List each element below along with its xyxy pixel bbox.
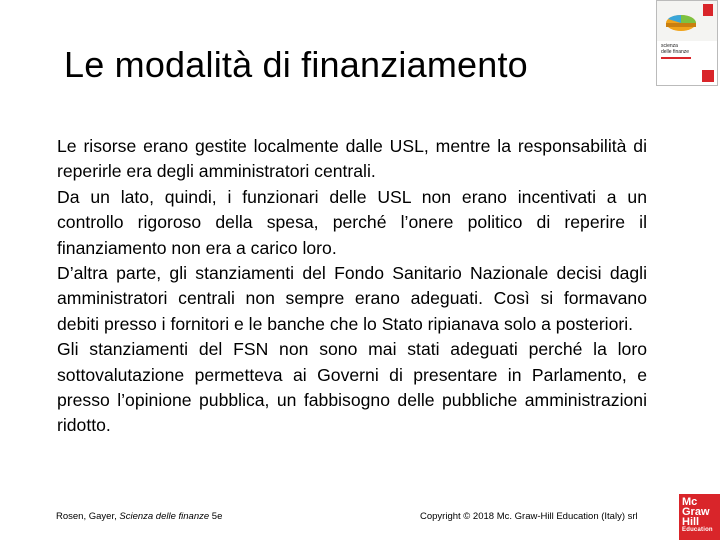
slide-title: Le modalità di finanziamento	[64, 44, 528, 85]
logo-education: Education	[682, 527, 713, 533]
logo-word-graw: Graw	[682, 506, 710, 518]
footer-citation: Rosen, Gayer, Scienza delle finanze 5e	[56, 511, 223, 522]
paragraph-1: Le risorse erano gestite localmente dalle USL, mentre la responsabilità di reperirle era degli amministratori centrali.	[57, 136, 647, 182]
footer-book-title: Scienza delle finanze	[119, 511, 210, 522]
footer-copyright: Copyright © 2018 Mc. Graw-Hill Education (Italy) srl	[420, 511, 638, 522]
paragraph-4: Gli stanziamenti del FSN non sono mai stati adeguati perché la loro sottovalutazione permetteva ai Governi di presentare in Parlamento, e presso l’opinione pubblica, un fabbisogno delle pubbliche amministrazioni ridotto.	[57, 339, 647, 436]
slide-body	[57, 134, 647, 439]
mcgraw-hill-logo	[679, 494, 720, 540]
paragraph-3: D’altra parte, gli stanziamenti del Fondo Sanitario Nazionale decisi dagli amministratori centrali non sempre erano adeguati. Così si formavano debiti presso i fornitori e le banche che lo Stato ripianava solo a posteriori.	[57, 263, 647, 334]
cover-title: scienza delle finanze	[661, 43, 690, 55]
paragraph-2: Da un lato, quindi, i funzionari delle USL non erano incentivati a un controllo rigoroso della spesa, perché l’onere politico di reperire il finanziamento non era a carico loro.	[57, 186, 647, 258]
cover-publisher-logo	[702, 70, 714, 82]
cover-stripe	[661, 57, 691, 59]
logo-word-hill: Hill	[682, 516, 700, 528]
logo-word-mc: Mc	[682, 496, 698, 508]
book-cover-thumbnail	[656, 0, 718, 86]
cover-edition-tab	[703, 4, 713, 16]
